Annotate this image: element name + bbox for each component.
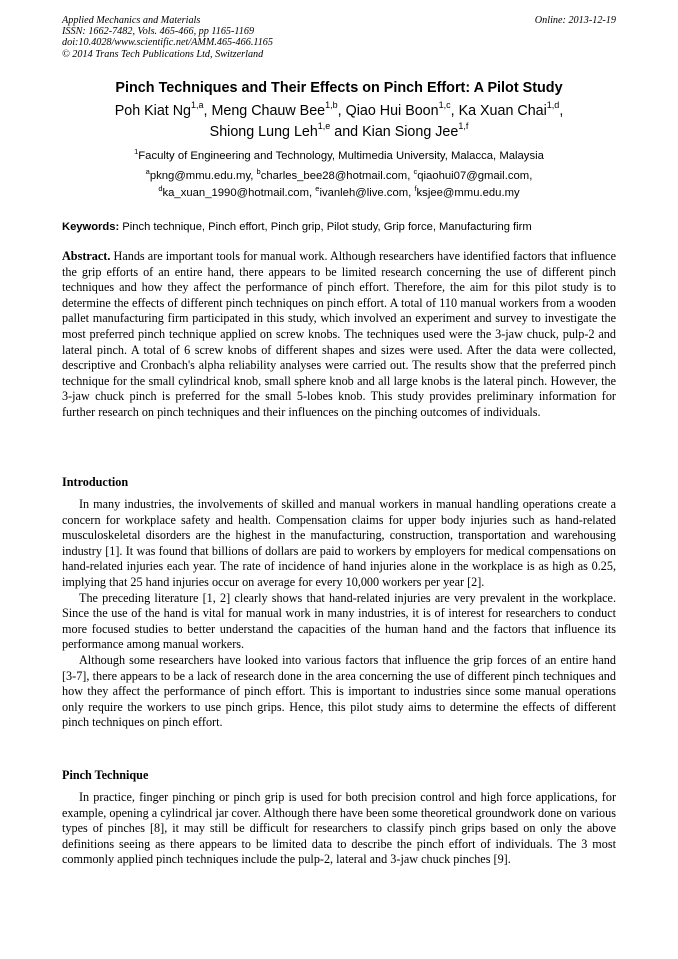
keywords-label: Keywords: [62,221,120,233]
author-name: Ka Xuan Chai [458,103,547,119]
email-separator: , [309,187,316,199]
author-name: Kian Siong Jee [362,124,459,140]
author-sup: 1,a [191,100,204,111]
journal-name: Applied Mechanics and Materials [62,15,201,26]
paragraph: In practice, finger pinching or pinch grip is used for both precision control and high force applications, for example, opening a cylindrical jar cover. Although there have been some theoretical groundwork done on various types of pinches [8], it may still be difficult for researchers to classify pinch grips based on only the above definitions seeing as there appears to be limited data to describe the pinch effort of individuals. The 3 most commonly applied pinch techniques include the pulp-2, lateral and 3-jaw chuck pinches [9]. [62,790,616,867]
author-sup: 1,b [325,100,338,111]
author [362,121,469,140]
email-address: ka_xuan_1990@hotmail.com [162,187,309,199]
paragraph: In many industries, the involvements of skilled and manual workers in manual handling operations create a concern for workplace safety and health. Compensation claims for upper body injuries such as hand-related musculoskeletal disorders are the highest in the manufacturing, construction, transportation and warehousing industry [1]. It was found that billions of dollars are paid to workers by employers for medical compensations on hand-related injuries each year. The rate of incidence of hand injuries alone in the workplace is as high as 0.25, implying that 25 hand injuries occur on average for every 10,000 workers per year [2]. [62,497,616,589]
affiliation-text: Faculty of Engineering and Technology, Multimedia University, Malacca, Malaysia [138,150,544,162]
author [458,100,560,119]
email [315,184,409,199]
email-separator: , [250,170,257,182]
author-sup: 1,e [317,121,331,132]
paragraph: The preceding literature [1, 2] clearly shows that hand-related injuries are very prevalent in the workplace. Since the use of the hand is vital for manual work in many industries, it is of interest for researchers to conduct more focused studies to better understand the capacities of the human hand and the factors that influence its performance among manual workers. [62,590,616,652]
author [211,100,338,119]
author [209,121,331,140]
author-sup: 1,f [458,121,469,132]
author-name: Meng Chauw Bee [211,103,326,119]
email-address: ivanleh@live.com [319,187,409,199]
author-separator: , [203,103,212,119]
paragraph: Although some researchers have looked into various factors that influence the grip forces of an entire hand [3-7], there appears to be a lack of research done in the area concerning the use of different pinch techniques and how they affect the performance of pinch effort. This is important to industries since some manual operations only require the workers to use pinch grips. Hence, this pilot study aims to determine the effects of different pinch techniques on pinch effort. [62,652,616,730]
author-separator: , [559,103,564,119]
author-separator: , [337,103,346,119]
journal-header [62,15,616,60]
email-sup: e [315,184,320,194]
author-name: Qiao Hui Boon [345,103,439,119]
introduction-section [62,475,616,731]
author-list [70,101,608,143]
email-separator: , [407,170,414,182]
copyright-line: © 2014 Trans Tech Publications Ltd, Switzerland [62,48,264,60]
author [345,100,451,119]
email-address: qiaohui07@gmail.com [417,170,530,182]
email-address: pkng@mmu.edu.my [149,170,251,182]
section-heading: Pinch Technique [62,768,149,782]
author-sup: 1,c [438,100,451,111]
issn-line: ISSN: 1662-7482, Vols. 465-466, pp 1165-1169 [62,26,255,38]
abstract-text: Hands are important tools for manual work. Although researchers have identified factors that influence the grip efforts of an entire hand, there appears to be limited research concerning the use of different pinch techniques and how they affect the performance of pinch effort. Therefore, the aim for this pilot study is to determine the effects of different pinch techniques on pinch effort. A total of 110 manual workers from a wooden pallet manufacturing firm participated in this study, which involved an experiment and survey to investigate the most preferred pinch technique applied on screw knobs. The techniques used were the 3-jaw chuck, pulp-2 and lateral pinch. A total of 6 screw knobs of different shapes and sizes were used. After the data were collected, descriptive and Cronbach's alpha reliability analyses were carried out. The results show that the preferred pinch technique for the small cylindrical knob, small sphere knob and all large knobs is the lateral pinch. However, the 3-jaw chuck pinch is preferred for the small 5-lobes knob. This study provides preliminary information for further research on pinch techniques and their influences on the pinching outcomes of individuals. [62,249,616,419]
abstract [62,249,616,421]
email-sup: b [256,167,261,177]
email [256,167,408,182]
email-sup: d [158,184,163,194]
email-list [62,168,616,202]
email-separator: , [529,170,533,182]
affiliation-sup: 1 [134,147,139,157]
doi-line: doi:10.4028/www.scientific.net/AMM.465-466.1165 [62,37,273,49]
email [145,167,251,182]
author [114,100,204,119]
online-date: Online: 2013-12-19 [534,15,616,26]
author-separator: and [330,124,363,140]
email-sup: c [413,167,418,177]
keywords-text: Pinch technique, Pinch effort, Pinch grip, Pilot study, Grip force, Manufacturing firm [119,221,532,233]
author-separator: , [450,103,459,119]
affiliation [62,149,616,163]
email-separator: , [408,187,415,199]
email-sup: f [414,184,417,194]
section-heading: Introduction [62,475,129,489]
email [413,167,530,182]
email [414,184,520,199]
email-address: ksjee@mmu.edu.my [416,187,520,199]
email-sup: a [145,167,150,177]
email-address: charles_bee28@hotmail.com [260,170,408,182]
pinch-technique-section [62,768,616,868]
email [158,184,309,199]
abstract-label: Abstract. [62,249,111,263]
paper-title: Pinch Techniques and Their Effects on Pinch Effort: A Pilot Study [115,80,563,96]
keywords [62,220,616,234]
author-sup: 1,d [546,100,560,111]
author-name: Poh Kiat Ng [114,103,191,119]
author-name: Shiong Lung Leh [209,124,318,140]
